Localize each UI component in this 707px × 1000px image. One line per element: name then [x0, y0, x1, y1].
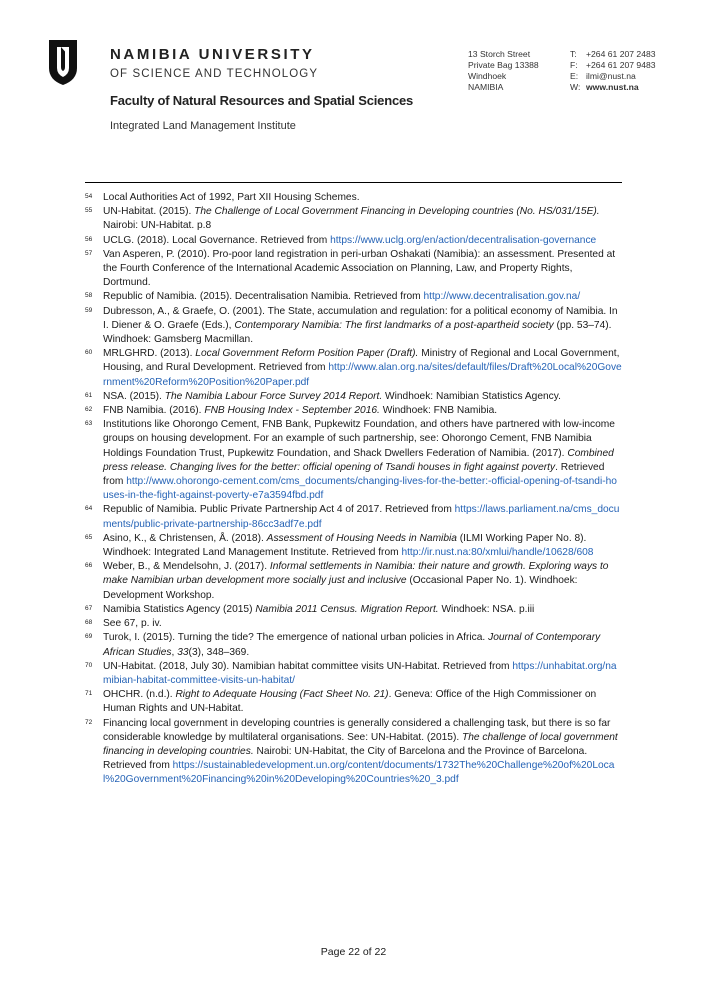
- footnote-number: 68: [85, 619, 93, 627]
- institute-name: Integrated Land Management Institute: [110, 120, 296, 132]
- footnote-text: UCLG. (2018). Local Governance. Retrieved from: [103, 234, 331, 246]
- footnote-text: Republic of Namibia. (2015). Decentralisation Namibia. Retrieved from: [103, 291, 424, 303]
- contact-web: [570, 82, 656, 93]
- footnotes: [85, 191, 622, 788]
- footnote-title: Namibia 2011 Census. Migration Report.: [255, 603, 439, 615]
- footnote-number: 57: [85, 249, 93, 257]
- footnote-number: 56: [85, 235, 93, 243]
- footnote: [85, 532, 622, 560]
- footnote: [85, 305, 622, 348]
- footnote-text: OHCHR. (n.d.).: [103, 689, 176, 701]
- footnote: [85, 248, 622, 291]
- footnote-title: Right to Adequate Housing (Fact Sheet No. 21): [175, 689, 389, 701]
- footnote: [85, 660, 622, 688]
- footnote-title: Contemporary Namibia: The first landmarks of a post-apartheid society: [234, 319, 554, 331]
- footnote: [85, 560, 622, 603]
- footnote-link[interactable]: https://unhabitat.org/namibian-habitat-committee-visits-un-habitat/: [103, 660, 617, 686]
- address-line: Windhoek: [468, 71, 507, 81]
- footnote-title: Journal of Contemporary African Studies: [103, 632, 601, 658]
- footnote-number: 62: [85, 406, 93, 414]
- footnote-text: See 67, p. iv.: [103, 618, 162, 630]
- footnote-text: FNB Namibia. (2016).: [103, 405, 205, 417]
- footnote-number: 65: [85, 533, 93, 541]
- contact-value[interactable]: ilmi@nust.na: [586, 71, 636, 81]
- footnote-text: Namibia Statistics Agency (2015): [103, 603, 256, 615]
- footnote-text: Asino, K., & Christensen, Å. (2018).: [103, 532, 267, 544]
- contact-key: E:: [570, 71, 579, 81]
- footnote-title: Combined press release. Changing lives for the better: official opening of Tsandi houses in fight against poverty: [103, 447, 614, 473]
- footnote-text: (pp. 53–74). Windhoek: Gamsberg Macmillan.: [103, 319, 612, 346]
- footnote-text: Windhoek: NSA. p.iii: [438, 603, 535, 615]
- page-number: Page 22 of 22: [320, 946, 387, 958]
- footnote-link[interactable]: https://sustainabledevelopment.un.org/content/documents/1732The%20Challenge%20of%20Local%20Government%20Financing%20in%20Developing%20Countries%20_3.pdf: [103, 760, 615, 786]
- footnote-text: Republic of Namibia. Public Private Partnership Act 4 of 2017. Retrieved from: [103, 504, 455, 516]
- footnote-link[interactable]: http://www.ohorongo-cement.com/cms_documents/changing-lives-for-the-better:-official-opening-of-tsandi-houses-in-the-fight-against-poverty-e7a3594fbd.pdf: [103, 476, 617, 502]
- contact-fax: [570, 60, 656, 71]
- footnote-text: . Retrieved from: [103, 461, 605, 488]
- contact-phone: [570, 49, 656, 60]
- footnote-text: Nairobi: UN-Habitat, the City of Barcelona and the Province of Barcelona. Retrieved from: [103, 745, 588, 772]
- footnote-number: 70: [85, 661, 93, 669]
- footnote-number: 66: [85, 562, 93, 570]
- footnote-number: 72: [85, 718, 93, 726]
- footnote-link[interactable]: https://www.uclg.org/en/action/decentralisation-governance: [330, 234, 597, 246]
- footnote-text: Windhoek: Namibian Statistics Agency.: [382, 390, 561, 402]
- footnote: [85, 290, 622, 304]
- footnote-text: UN-Habitat. (2018, July 30). Namibian habitat committee visits UN-Habitat. Retrieved from: [103, 660, 513, 672]
- contact-key: F:: [570, 60, 578, 70]
- contact-key: T:: [570, 49, 577, 59]
- address-line: 13 Storch Street: [468, 49, 531, 59]
- footnote-link[interactable]: https://laws.parliament.na/cms_documents/public-private-partnership-86cc3adf7e.pdf: [103, 504, 620, 530]
- footnote: [85, 688, 622, 716]
- footnote-text: Institutions like Ohorongo Cement, FNB Bank, Pupkewitz Foundation, and others have partnered with low-income groups on housing development. For an example of such partnership, see: Ohorongo Cement, FNB Namibia Holdings Foundation Trust, Pupkewitz Foundation, and Shack Dwellers Federation of Namibia. (2017).: [103, 419, 615, 459]
- footnote-text: Nairobi: UN-Habitat. p.8: [103, 220, 212, 232]
- footnote: [85, 503, 622, 531]
- footnote: [85, 404, 622, 418]
- faculty-name: Faculty of Natural Resources and Spatial Sciences: [110, 93, 414, 108]
- footnote-text: NSA. (2015).: [103, 390, 165, 402]
- footnote-title: The challenge of local government financing in developing countries.: [103, 731, 618, 757]
- footnote-number: 71: [85, 690, 93, 698]
- footnote-number: 54: [85, 193, 93, 200]
- address-line: NAMIBIA: [468, 82, 504, 92]
- footnote-text: . Geneva: Office of the High Commissioner on Human Rights and UN-Habitat.: [103, 689, 597, 715]
- footnote-link[interactable]: http://ir.nust.na:80/xmlui/handle/10628/608: [401, 547, 594, 559]
- footnote-title: The Challenge of Local Government Financing in Developing countries (No. HS/031/15E).: [194, 206, 600, 218]
- footnote-text: MRLGHRD. (2013).: [103, 348, 196, 360]
- footnote-text: (Occasional Paper No. 1). Windhoek: Development Workshop.: [103, 575, 578, 601]
- footnote: [85, 418, 622, 503]
- nust-shield-icon: [46, 38, 80, 86]
- footnote-text: Ministry of Regional and Local Government, Housing, and Rural Development. Retrieved from: [103, 348, 620, 374]
- footnote-text: Dubresson, A., & Graefe, O. (2001). The State, accumulation and regulation: for a political economy of Namibia. In I. Diener & O. Graefe (Eds.),: [103, 305, 618, 331]
- footnote: [85, 717, 622, 788]
- footnote-text: Van Asperen, P. (2010). Pro-poor land registration in peri-urban Oshakati (Namibia): an assessment. Presented at the Fourth Conference of the International Academic Association on Planning, Law, and Property Rights, Dortmund.: [103, 248, 616, 289]
- footnote-title: Local Government Reform Position Paper (Draft).: [195, 348, 419, 360]
- contact-email: [570, 71, 656, 82]
- footnote: [85, 205, 622, 233]
- footnote: [85, 234, 622, 248]
- footnote: [85, 347, 622, 390]
- footnote-number: 67: [85, 604, 93, 612]
- contact-block: [570, 49, 656, 93]
- footnote-title: Informal settlements in Namibia: their nature and growth. Exploring ways to make Namibian urban development more socially just and inclusive: [103, 561, 609, 587]
- footnote: [85, 390, 622, 404]
- footnote-text: UN-Habitat. (2015).: [103, 206, 195, 218]
- footnote: [85, 603, 622, 617]
- footnote-number: 59: [85, 306, 93, 314]
- footnote-number: 61: [85, 391, 93, 399]
- footnote-link[interactable]: http://www.alan.org.na/sites/default/files/Draft%20Local%20Government%20Reform%20Position%20Paper.pdf: [103, 362, 622, 388]
- university-name: NAMIBIA UNIVERSITY: [110, 46, 315, 63]
- footnote-text: Weber, B., & Mendelsohn, J. (2017).: [103, 561, 270, 573]
- footnote-number: 55: [85, 207, 93, 215]
- footnote-text: (ILMI Working Paper No. 8). Windhoek: Integrated Land Management Institute. Retrieved from: [103, 532, 587, 559]
- footnote-text: Turok, I. (2015). Turning the tide? The emergence of national urban policies in Africa.: [103, 632, 489, 644]
- address-line: Private Bag 13388: [468, 60, 539, 70]
- footnote-separator: [85, 182, 622, 183]
- footnote-text: ,: [171, 646, 178, 658]
- footnote-title: Assessment of Housing Needs in Namibia: [266, 532, 457, 544]
- contact-value[interactable]: www.nust.na: [586, 82, 639, 92]
- footnote-number: 63: [85, 420, 93, 428]
- footnote-text: Local Authorities Act of 1992, Part XII Housing Schemes.: [103, 192, 360, 203]
- footnote: [85, 617, 622, 631]
- footnote: [85, 191, 622, 205]
- contact-value: +264 61 207 9483: [586, 60, 656, 70]
- footnote-title: FNB Housing Index - September 2016.: [204, 405, 380, 417]
- address-block: [468, 49, 539, 93]
- university-subtitle: OF SCIENCE AND TECHNOLOGY: [110, 68, 319, 80]
- contact-key: W:: [570, 82, 581, 92]
- footnote-number: 58: [85, 292, 93, 300]
- footnote-title: The Namibia Labour Force Survey 2014 Report.: [164, 390, 383, 402]
- footnote-text: Windhoek: FNB Namibia.: [379, 405, 498, 417]
- footnote: [85, 631, 622, 659]
- contact-value: +264 61 207 2483: [586, 49, 656, 59]
- footnote-number: 64: [85, 505, 93, 513]
- footnote-text: Financing local government in developing countries is generally considered a challenging task, but there is so far considerable knowledge by multilateral organisations. See: UN-Habitat. (2015).: [103, 717, 611, 743]
- footnote-text: (3), 348–369.: [188, 646, 250, 658]
- footnote-number: 60: [85, 349, 93, 357]
- footnote-volume: 33: [177, 646, 189, 658]
- footnote-link[interactable]: http://www.decentralisation.gov.na/: [423, 291, 581, 303]
- footnote-number: 69: [85, 633, 93, 641]
